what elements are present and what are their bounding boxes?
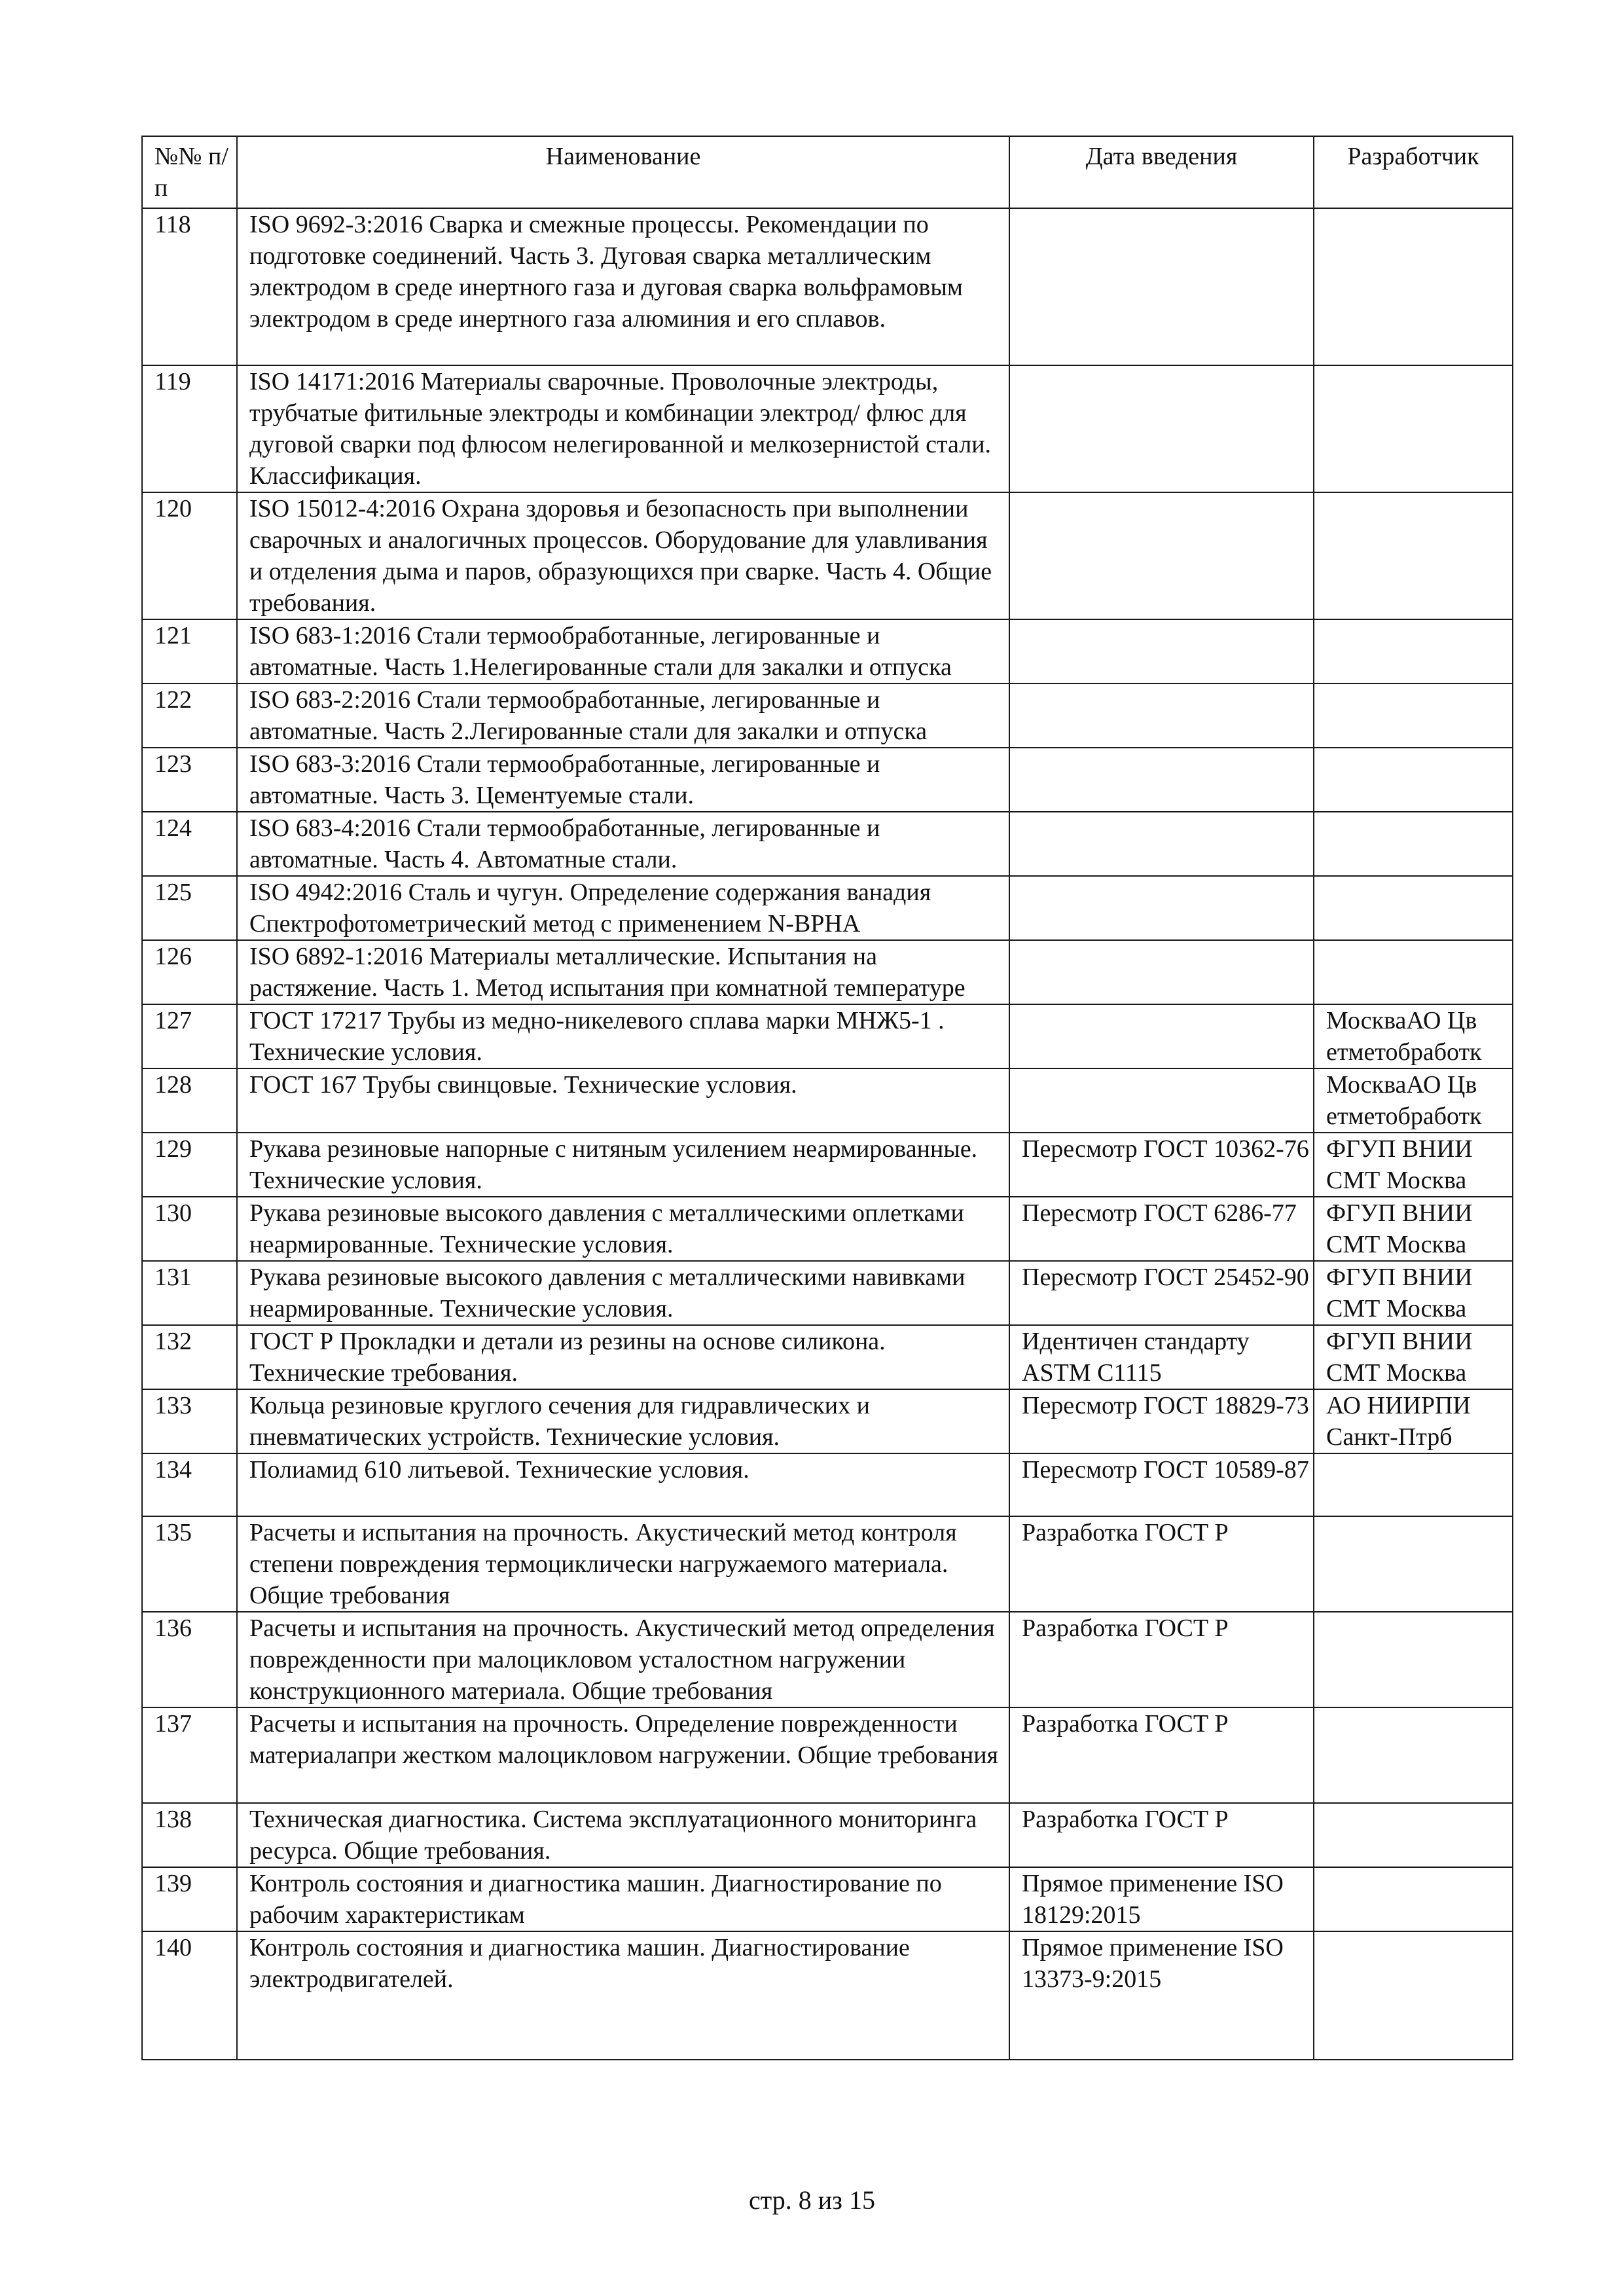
- row-developer: [1314, 492, 1513, 619]
- table-row: [142, 812, 1513, 876]
- header-developer: Разработчик: [1314, 136, 1513, 208]
- row-developer: [1314, 208, 1513, 365]
- row-number: 130: [142, 1197, 237, 1261]
- row-developer: [1314, 940, 1513, 1004]
- row-developer: МоскваАО Цв етметобработк: [1314, 1068, 1513, 1133]
- row-name: ISO 683-3:2016 Стали термообработанные, легированные и автоматные. Часть 3. Цементуемые стали.: [237, 748, 1009, 812]
- row-name: Расчеты и испытания на прочность. Акустический метод определения поврежденности при малоцикловом усталостном нагружении конструкционного материала. Общие требования: [237, 1612, 1009, 1707]
- row-number: 138: [142, 1803, 237, 1867]
- row-number: 119: [142, 365, 237, 492]
- row-developer: [1314, 1867, 1513, 1931]
- table-row: [142, 876, 1513, 940]
- row-developer: [1314, 1453, 1513, 1516]
- row-developer: [1314, 1516, 1513, 1612]
- row-name: Кольца резиновые круглого сечения для гидравлических и пневматических устройств. Технические условия.: [237, 1389, 1009, 1453]
- row-number: 121: [142, 619, 237, 683]
- row-date: [1009, 1068, 1314, 1133]
- row-number: 140: [142, 1931, 237, 2060]
- row-date: [1009, 876, 1314, 940]
- table-row: [142, 1389, 1513, 1453]
- row-number: 135: [142, 1516, 237, 1612]
- row-number: 129: [142, 1133, 237, 1197]
- table-row: [142, 1068, 1513, 1133]
- row-number: 124: [142, 812, 237, 876]
- row-date: Разработка ГОСТ Р: [1009, 1516, 1314, 1612]
- row-name: Техническая диагностика. Система эксплуатационного мониторинга ресурса. Общие требования.: [237, 1803, 1009, 1867]
- table-row: [142, 208, 1513, 365]
- row-name: Полиамид 610 литьевой. Технические условия.: [237, 1453, 1009, 1516]
- row-number: 120: [142, 492, 237, 619]
- row-developer: [1314, 812, 1513, 876]
- row-developer: АО НИИРПИ Санкт-Птрб: [1314, 1389, 1513, 1453]
- row-name: ГОСТ Р Прокладки и детали из резины на основе силикона. Технические требования.: [237, 1325, 1009, 1389]
- row-date: [1009, 619, 1314, 683]
- row-name: Рукава резиновые высокого давления с металлическими оплетками неармированные. Технические условия.: [237, 1197, 1009, 1261]
- table-body: [142, 208, 1513, 2060]
- row-date: Разработка ГОСТ Р: [1009, 1803, 1314, 1867]
- row-number: 128: [142, 1068, 237, 1133]
- row-name: Расчеты и испытания на прочность. Акустический метод контроля степени повреждения термоциклически нагружаемого материала. Общие требования: [237, 1516, 1009, 1612]
- row-date: Пересмотр ГОСТ 18829-73: [1009, 1389, 1314, 1453]
- row-date: [1009, 683, 1314, 748]
- row-name: ISO 9692-3:2016 Сварка и смежные процессы. Рекомендации по подготовке соединений. Часть 3. Дуговая сварка металлическим электродом в среде инертного газа и дуговая сварка вольфрамовым электродом в среде инертного газа алюминия и его сплавов.: [237, 208, 1009, 365]
- row-name: Расчеты и испытания на прочность. Определение поврежденности материалапри жестком малоцикловом нагружении. Общие требования: [237, 1707, 1009, 1803]
- table-row: [142, 683, 1513, 748]
- row-name: ISO 6892-1:2016 Материалы металлические. Испытания на растяжение. Часть 1. Метод испытания при комнатной температуре: [237, 940, 1009, 1004]
- table-row: [142, 1867, 1513, 1931]
- row-developer: [1314, 619, 1513, 683]
- row-number: 123: [142, 748, 237, 812]
- row-number: 139: [142, 1867, 237, 1931]
- row-name: Контроль состояния и диагностика машин. Диагностирование электродвигателей.: [237, 1931, 1009, 2060]
- row-developer: [1314, 876, 1513, 940]
- row-developer: [1314, 683, 1513, 748]
- row-number: 133: [142, 1389, 237, 1453]
- row-developer: ФГУП ВНИИ СМТ Москва: [1314, 1133, 1513, 1197]
- row-developer: [1314, 1707, 1513, 1803]
- row-developer: [1314, 365, 1513, 492]
- row-developer: [1314, 748, 1513, 812]
- row-name: ISO 683-1:2016 Стали термообработанные, легированные и автоматные. Часть 1.Нелегированные стали для закалки и отпуска: [237, 619, 1009, 683]
- row-developer: [1314, 1931, 1513, 2060]
- table-row: [142, 1516, 1513, 1612]
- row-number: 136: [142, 1612, 237, 1707]
- row-number: 127: [142, 1004, 237, 1068]
- standards-table: [141, 136, 1513, 2060]
- row-name: ГОСТ 167 Трубы свинцовые. Технические условия.: [237, 1068, 1009, 1133]
- row-number: 131: [142, 1261, 237, 1325]
- row-name: ISO 683-4:2016 Стали термообработанные, легированные и автоматные. Часть 4. Автоматные стали.: [237, 812, 1009, 876]
- row-number: 122: [142, 683, 237, 748]
- row-date: [1009, 812, 1314, 876]
- row-developer: [1314, 1803, 1513, 1867]
- table-row: [142, 619, 1513, 683]
- row-date: Прямое применение ISO 18129:2015: [1009, 1867, 1314, 1931]
- row-date: Пересмотр ГОСТ 10362-76: [1009, 1133, 1314, 1197]
- row-date: Пересмотр ГОСТ 6286-77: [1009, 1197, 1314, 1261]
- table-row: [142, 1197, 1513, 1261]
- header-date: Дата введения: [1009, 136, 1314, 208]
- row-date: [1009, 940, 1314, 1004]
- header-number: №№ п/п: [142, 136, 237, 208]
- row-name: ISO 4942:2016 Сталь и чугун. Определение содержания ванадия Спектрофотометрический метод с применением N-BPHA: [237, 876, 1009, 940]
- row-date: Разработка ГОСТ Р: [1009, 1707, 1314, 1803]
- page-number: стр. 8 из 15: [749, 2185, 875, 2215]
- row-date: Пересмотр ГОСТ 10589-87: [1009, 1453, 1314, 1516]
- row-date: Пересмотр ГОСТ 25452-90: [1009, 1261, 1314, 1325]
- row-number: 134: [142, 1453, 237, 1516]
- row-date: [1009, 748, 1314, 812]
- row-developer: ФГУП ВНИИ СМТ Москва: [1314, 1197, 1513, 1261]
- row-number: 132: [142, 1325, 237, 1389]
- table-row: [142, 1612, 1513, 1707]
- table-row: [142, 1931, 1513, 2060]
- row-number: 118: [142, 208, 237, 365]
- row-name: Рукава резиновые напорные с нитяным усилением неармированные. Технические условия.: [237, 1133, 1009, 1197]
- table-row: [142, 1261, 1513, 1325]
- row-developer: МоскваАО Цв етметобработк: [1314, 1004, 1513, 1068]
- row-date: [1009, 365, 1314, 492]
- row-number: 137: [142, 1707, 237, 1803]
- table-row: [142, 1803, 1513, 1867]
- table-row: [142, 1325, 1513, 1389]
- row-name: ISO 683-2:2016 Стали термообработанные, легированные и автоматные. Часть 2.Легированные стали для закалки и отпуска: [237, 683, 1009, 748]
- row-date: [1009, 492, 1314, 619]
- row-date: Идентичен стандарту ASTM C1115: [1009, 1325, 1314, 1389]
- table-row: [142, 1707, 1513, 1803]
- table-row: [142, 365, 1513, 492]
- header-name: Наименование: [237, 136, 1009, 208]
- table-row: [142, 1004, 1513, 1068]
- table-row: [142, 1133, 1513, 1197]
- table-header-row: [142, 136, 1513, 208]
- row-number: 126: [142, 940, 237, 1004]
- row-name: ISO 14171:2016 Материалы сварочные. Проволочные электроды, трубчатые фитильные электроды и комбинации электрод/ флюс для дуговой сварки под флюсом нелегированной и мелкозернистой стали. Классификация.: [237, 365, 1009, 492]
- row-name: ISO 15012-4:2016 Охрана здоровья и безопасность при выполнении сварочных и аналогичных процессов. Оборудование для улавливания и отделения дыма и паров, образующихся при сварке. Часть 4. Общие требования.: [237, 492, 1009, 619]
- table-row: [142, 492, 1513, 619]
- table-row: [142, 748, 1513, 812]
- row-developer: ФГУП ВНИИ СМТ Москва: [1314, 1261, 1513, 1325]
- row-developer: ФГУП ВНИИ СМТ Москва: [1314, 1325, 1513, 1389]
- row-date: [1009, 208, 1314, 365]
- row-date: Разработка ГОСТ Р: [1009, 1612, 1314, 1707]
- row-name: Контроль состояния и диагностика машин. Диагностирование по рабочим характеристикам: [237, 1867, 1009, 1931]
- row-number: 125: [142, 876, 237, 940]
- row-developer: [1314, 1612, 1513, 1707]
- table-row: [142, 940, 1513, 1004]
- row-name: ГОСТ 17217 Трубы из медно-никелевого сплава марки МНЖ5-1 . Технические условия.: [237, 1004, 1009, 1068]
- table-row: [142, 1453, 1513, 1516]
- row-date: Прямое применение ISO 13373-9:2015: [1009, 1931, 1314, 2060]
- row-date: [1009, 1004, 1314, 1068]
- row-name: Рукава резиновые высокого давления с металлическими навивками неармированные. Технические условия.: [237, 1261, 1009, 1325]
